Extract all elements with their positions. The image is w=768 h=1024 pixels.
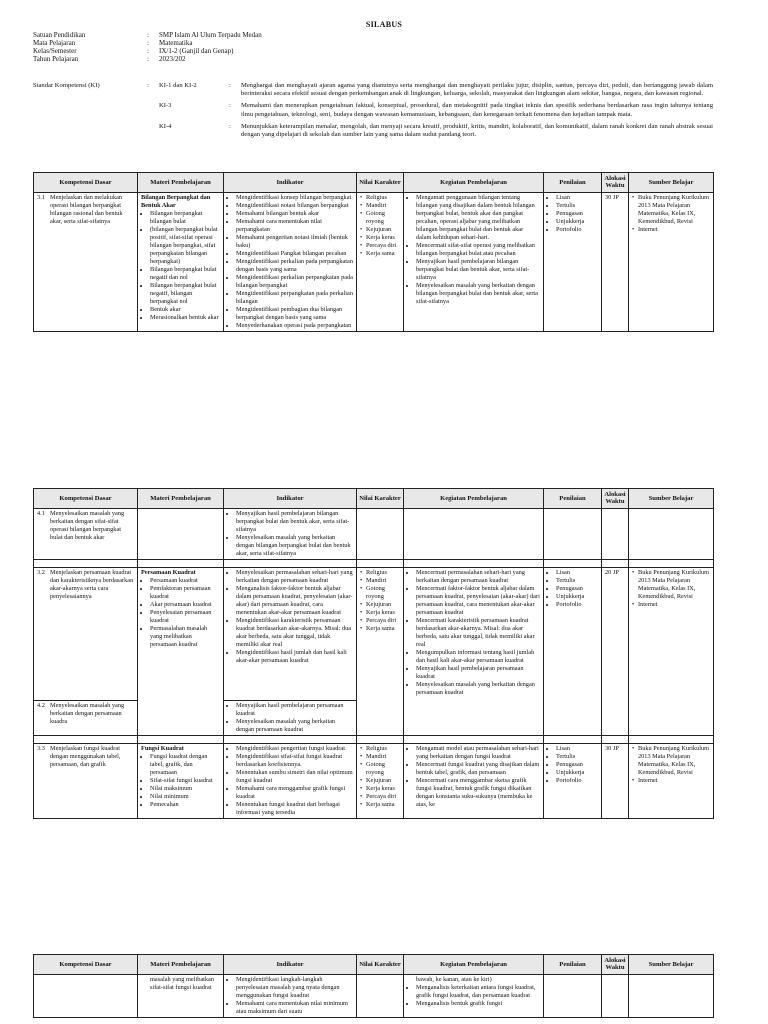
meta-value: 2023/202 — [159, 55, 186, 63]
list-item: • Mencermati fungsi kuadrat yang disajikan dalam bentuk tabel, grafik, dan persamaan — [416, 761, 540, 777]
materi-cell — [138, 974, 224, 1017]
list-item: • Kejujuran — [366, 601, 400, 609]
list-item: • Internet — [638, 226, 710, 234]
sumber-cell — [629, 743, 714, 818]
meta-row: Tahun Pelajaran : 2023/202 — [33, 55, 186, 63]
list-item: • Menyelesaikan masalah yang berkaitan dengan bilangan berpangkat bulat dan bentuk akar, serta sifat-sifatnya — [236, 534, 353, 558]
list-item: • Mengidentifikasi pengertian fungsi kuadrat — [236, 745, 353, 753]
list-item: • Fungsi kuadrat dengan tabel, grafik, dan persamaan — [150, 753, 220, 777]
list-item: • Menganalisis keterkaitan antara fungsi kuadrat, grafik fungsi kuadrat, dan persamaan kuadrat — [416, 984, 540, 1000]
list-item: • Unjukkerja — [556, 593, 598, 601]
table-row — [34, 974, 714, 1017]
list-item: • Bilangan berpangkat bulat negatif dan nol — [150, 266, 220, 282]
meta-label: Kelas/Semester — [33, 47, 77, 55]
list-item: • Portofolio — [556, 777, 598, 785]
list-item: • (bilangan berpangkat bulat positif, sifat-sifat operasi bilangan berpangkat, sifat perpangkatan bilangan berpangkat) — [150, 226, 220, 266]
karakter-cell — [357, 743, 404, 818]
list-item: • Kerja keras — [366, 609, 400, 617]
penilaian-cell — [544, 192, 602, 332]
list-item: • Penyelesaian persamaan kuadrat — [150, 609, 220, 625]
column-header: Penilaian — [544, 489, 602, 509]
materi-title: Fungsi Kuadrat — [141, 744, 184, 752]
ki-heading: Standar Kompetensi (KI) — [33, 82, 100, 89]
indikator-cell — [224, 508, 357, 559]
table-row — [34, 508, 714, 559]
meta-row: Mata Pelajaran : Matematika — [33, 39, 193, 47]
core-competence-block — [33, 82, 713, 143]
column-header: Alokasi Waktu — [602, 173, 629, 193]
meta-label: Satuan Pendidikan — [33, 31, 86, 39]
kd-cell — [34, 700, 138, 735]
table-header-row — [34, 955, 714, 975]
kd-cell — [34, 567, 138, 700]
list-item: • Gotong royong — [366, 210, 400, 226]
karakter-cell — [357, 567, 404, 735]
karakter-cell — [357, 192, 404, 332]
list-item: • Memahami bilangan bentuk akar — [236, 210, 353, 218]
column-header: Nilai Karakter — [357, 489, 404, 509]
list-item: • Mandiri — [366, 202, 400, 210]
ki-code: KI-3 — [159, 102, 172, 110]
list-item: • Bentuk akar — [150, 306, 220, 314]
list-item: • Lisan — [556, 745, 598, 753]
syllabus-table — [33, 954, 714, 1018]
list-item: • Unjukkerja — [556, 218, 598, 226]
kd-cell — [34, 743, 138, 818]
list-item: • Mengidentifikasi karakteristik persamaan kuadrat berdasarkan akar-akarnya. Misal: dua akar berbeda, satu akar tunggal, tidak memiliki akar real — [236, 617, 353, 649]
indikator-cell — [224, 743, 357, 818]
penilaian-cell — [544, 743, 602, 818]
indikator-cell — [224, 192, 357, 332]
list-item: • Menyelesaikan masalah yang berkaitan dengan persamaan kuadrat — [416, 681, 540, 697]
column-header: Nilai Karakter — [357, 955, 404, 975]
list-item: • Mengidentifikasi konsep bilangan berpangkat — [236, 194, 353, 202]
list-item: • Unjukkerja — [556, 769, 598, 777]
column-header: Penilaian — [544, 955, 602, 975]
list-item: • Mengidentifikasi sifat-sifat fungsi kuadrat berdasarkan koefisiennya. — [236, 753, 353, 769]
list-item: • Bilangan berpangkat bulat negatif, bilangan berpangkat nol — [150, 282, 220, 306]
column-header: Kompetensi Dasar — [34, 955, 138, 975]
syllabus-table — [33, 172, 714, 332]
list-item: • Kerja sama — [366, 250, 400, 258]
list-item: • Memahami cara menentukan nilai minimum atau maksimum dari suatu — [236, 1000, 353, 1016]
list-item: • Menyederhanakan operasi pada perpangkatan — [236, 322, 353, 330]
kd-number: 3.1 — [37, 193, 45, 201]
syllabus-table — [33, 488, 714, 819]
list-item: • Mengidentifikasi notasi bilangan berpangkat — [236, 202, 353, 210]
list-item: • Kejujuran — [366, 226, 400, 234]
kd-text: Menjelaskan dan melakukan operasi bilangan berpangkat bilangan rasional dan bentuk akar, serta sifat-sifatnya — [50, 193, 123, 225]
list-item: • Menyajikan hasil pembelajaran persamaan kuadrat — [236, 702, 353, 718]
list-item: • Mengidentifikasi langkah-langkah penyelesaian masalah yang nyata dengan menggunakan fungsi kuadrat — [236, 976, 353, 1000]
list-item: • Internet — [638, 601, 710, 609]
list-item: • Penugasan — [556, 761, 598, 769]
list-item: • Tertulis — [556, 202, 598, 210]
list-item: • Buku Penunjang Kurikulum 2013 Mata Pelajaran Matematika, Kelas IX, Kemendikbud, Revisi — [638, 194, 710, 226]
list-item: • Menentukan fungsi kuadrat dari berbagai informasi yang tersedia — [236, 801, 353, 817]
list-item: • Persamaan kuadrat — [150, 577, 220, 585]
list-item: • Mengidentifikasi perkalian perpangkatan pada bilangan berpangkat — [236, 274, 353, 290]
column-header: Materi Pembelajaran — [138, 173, 224, 193]
kegiatan-cell — [404, 567, 544, 735]
indikator-cell — [224, 700, 357, 735]
list-item: • Menganalisis faktor-faktor bentuk aljabar dalam persamaan kuadrat, penyelesaian (akar-akar) dari persamaan kuadrat, cara menentukan akar-akar persamaan kuadrat — [236, 585, 353, 617]
list-item: masalah yang melibatkan sifat-sifat fungsi kuadrat — [150, 975, 214, 991]
table-row — [34, 567, 714, 700]
meta-value: IX/1-2 (Ganjil dan Genap) — [159, 47, 234, 55]
list-item: • Menyajikan hasil pembelajaran bilangan berpangkat bulat dan bentuk akar, serta sifat-sifatnya — [416, 258, 540, 282]
list-item: • Menyelesaikan permasalahan sehari-hari yang berkaitan dengan persamaan kuadrat — [236, 569, 353, 585]
list-item: • Gotong royong — [366, 585, 400, 601]
list-item: • Kerja sama — [366, 801, 400, 809]
kd-number: 4.1 — [37, 509, 45, 517]
kd-text: Menyelesaikan masalah yang berkaitan dengan sifat-sifat operasi bilangan berpangkat bulat dan bentuk akar — [50, 509, 125, 541]
alokasi-cell: 30 JP — [602, 192, 629, 332]
list-item: • Tertulis — [556, 753, 598, 761]
list-item: • Memahami cara menggambar grafik fungsi kuadrat — [236, 785, 353, 801]
list-item: • Buku Penunjang Kurikulum 2013 Mata Pelajaran Matematika, Kelas IX, Kemendikbud, Revisi — [638, 569, 710, 601]
list-item: • Percaya diri — [366, 793, 400, 801]
column-header: Indikator — [224, 955, 357, 975]
list-item: • Menganalisis bentuk grafik fungsi — [416, 1000, 540, 1008]
column-header: Kompetensi Dasar — [34, 173, 138, 193]
list-item: • Pemecahan — [150, 801, 220, 809]
kd-text: Menjelaskan fungsi kuadrat dengan menggunakan tabel, persamaan, dan grafik — [50, 744, 121, 769]
list-item: • Menentukan sumbu simetri dan nilai optimum fungsi kuadrat — [236, 769, 353, 785]
sumber-cell — [629, 567, 714, 735]
ki-text: Menghargai dan menghayati ajaran agama yang dianutnya serta menghargai dan menghayati perilaku jujur, disiplin, santun, percaya diri, peduli, dan bertanggung jawab dalam berinteraksi secara efektif sesuai dengan perkembangan anak di lingkungan, keluarga, sekolah, masyarakat dan lingkungan alam sekitar, bangsa, negara, dan kawasan regional. — [241, 82, 713, 98]
column-header: Alokasi Waktu — [602, 489, 629, 509]
materi-title: Persamaan Kuadrat — [141, 568, 196, 576]
alokasi-cell: 20 JP — [602, 567, 629, 735]
list-item: • Mengamati penggunaan bilangan tentang bilangan yang disajikan dalam bentuk bilangan berpangkat bulat, bentuk akar dan pangkat pecahan, operasi aljabar yang melibatkan bilangan berpangkat bulat dan bentuk akar dalam kehidupan sehari-hari. — [416, 194, 540, 242]
column-header: Sumber Belajar — [629, 955, 714, 975]
list-item: • Nilai maksimum — [150, 785, 220, 793]
identity-block — [33, 31, 262, 63]
list-item: • Nilai minimum — [150, 793, 220, 801]
list-item: • Portofolio — [556, 226, 598, 234]
kd-cell — [34, 508, 138, 559]
list-item: • Kerja keras — [366, 234, 400, 242]
meta-label: Mata Pelajaran — [33, 39, 76, 47]
column-header: Penilaian — [544, 173, 602, 193]
list-item: • Permasalahan masalah yang melibatkan persamaan kuadrat — [150, 625, 220, 649]
list-item: • Mengamati model atau permasalahan sehari-hari yang berkaitan dengan fungsi kuadrat — [416, 745, 540, 761]
table-row — [34, 192, 714, 332]
meta-value: SMP Islam Al Ulum Terpadu Medan — [159, 31, 262, 39]
list-item: • Penugasan — [556, 585, 598, 593]
indikator-cell — [224, 974, 357, 1017]
meta-row: Satuan Pendidikan : SMP Islam Al Ulum Terpadu Medan — [33, 31, 262, 39]
list-item: • Kejujuran — [366, 777, 400, 785]
column-header: Materi Pembelajaran — [138, 955, 224, 975]
list-item: • Merasionalkan bentuk akar — [150, 314, 220, 322]
alokasi-cell: 30 JP — [602, 743, 629, 818]
list-item: • Religius — [366, 745, 400, 753]
kd-number: 3.2 — [37, 568, 45, 576]
list-item: • Mencermati permasalahan sehari-hari yang berkaitan dengan persamaan kuadrat — [416, 569, 540, 585]
list-item: • Menyelesaikan masalah yang berkaitan dengan persamaan kuadrat — [236, 718, 353, 734]
column-header: Sumber Belajar — [629, 173, 714, 193]
spacer-row — [34, 559, 714, 567]
materi-cell — [138, 192, 224, 332]
list-item: • Mengidentifikasi perpangkatan pada perkalian bilangan — [236, 290, 353, 306]
column-header: Alokasi Waktu — [602, 955, 629, 975]
list-item: • Percaya diri — [366, 617, 400, 625]
list-item: • Mencermati faktor-faktor bentuk aljabar dalam persamaan kuadrat, penyelesaian (akar-akar) dari persamaan kuadrat, cara menentukan akar-akar persamaan kuadrat — [416, 585, 540, 617]
column-header: Nilai Karakter — [357, 173, 404, 193]
table-header-row — [34, 173, 714, 193]
kegiatan-cell — [404, 974, 544, 1017]
list-item: • Menyajikan hasil pembelajaran bilangan berpangkat bulat dan bentuk akar, serta sifat-sifatnya — [236, 510, 353, 534]
list-item: • Mengidentifikasi hasil jumlah dan hasil kali akar-akar persamaan kuadrat — [236, 649, 353, 665]
list-item: • Mencermati cara menggambar sketsa grafik fungsi kuadrat, bentuk grafik fungsi dikaitkan dengan konstanta suku-sukunya (membuka ke atas, ke — [416, 777, 540, 809]
ki-text: Memahami dan menerapkan pengetahuan faktual, konseptual, prosedural, dan metakognitif pada tingkat teknis dan spesifik sederhana berdasarkan rasa ingin tahunya tentang ilmu pengetahuan, teknologi, seni, budaya dengan wawasan kemanusiaan, kebangsaan, dan kenegaraan terkait fenomena dan kejadian tampak mata. — [241, 102, 713, 118]
list-item: • Mandiri — [366, 577, 400, 585]
list-item: • Mengidentifikasi perkalian pada perpangkatan dengan basis yang sama — [236, 258, 353, 274]
list-item: • Buku Penunjang Kurikulum 2013 Mata Pelajaran Matematika, Kelas IX, Kemendikbud, Revisi — [638, 745, 710, 777]
ki-row: KI-3 : Memahami dan menerapkan pengetahuan faktual, konseptual, prosedural, dan metakognitif pada tingkat teknis dan spesifik sederhana berdasarkan rasa ingin tahunya tentang ilmu pengetahuan, teknologi, seni, budaya dengan wawasan kemanusiaan, kebangsaan, dan kenegaraan terkait fenomena dan kejadian tampak mata. — [159, 102, 713, 118]
kd-number: 3.3 — [37, 744, 45, 752]
list-item: • Mencermati sifat-sifat operasi yang melibatkan bilangan berpangkat bulat atau pecahan — [416, 242, 540, 258]
meta-value: Matematika — [159, 39, 193, 47]
kd-text: Menyelesaikan masalah yang berkaitan dengan persamaan kuadra — [50, 701, 125, 725]
materi-cell — [138, 567, 224, 735]
meta-label: Tahun Pelajaran — [33, 55, 79, 63]
sumber-cell — [629, 192, 714, 332]
list-item: • Sifat-sifat fungsi kuadrat — [150, 777, 220, 785]
column-header: Indikator — [224, 173, 357, 193]
list-item: • Mandiri — [366, 753, 400, 761]
spacer-row — [34, 735, 714, 743]
ki-row: Standar Kompetensi (KI) : KI-1 dan KI-2 : Menghargai dan menghayati ajaran agama yang dianutnya serta menghargai dan menghayati perilaku jujur, disiplin, santun, percaya diri, peduli, dan bertanggung jawab dalam berinteraksi secara efektif sesuai dengan perkembangan anak di lingkungan, keluarga, sekolah, masyarakat dan lingkungan alam sekitar, bangsa, negara, dan kawasan regional. — [33, 82, 713, 98]
list-item: • Mengidentifikasi Pangkat bilangan pecahan — [236, 250, 353, 258]
list-item: • Religius — [366, 194, 400, 202]
kd-number: 4.2 — [37, 701, 45, 709]
penilaian-cell — [544, 567, 602, 735]
list-item: • Pemfaktoran persamaan kuadrat — [150, 585, 220, 601]
list-item: • Kerja keras — [366, 785, 400, 793]
list-item: • Religius — [366, 569, 400, 577]
list-item: • Kerja sama — [366, 625, 400, 633]
list-item: • Menyelesaikan masalah yang berkaitan dengan bilangan berpangkat bulat dan bentuk akar, serta sifat-sifatnya — [416, 282, 540, 306]
list-item: • Lisan — [556, 194, 598, 202]
list-item: • Menyajikan hasil pembelajaran persamaan kuadrat — [416, 665, 540, 681]
column-header: Kompetensi Dasar — [34, 489, 138, 509]
table-header-row — [34, 489, 714, 509]
meta-row: Kelas/Semester : IX/1-2 (Ganjil dan Genap) — [33, 47, 234, 55]
kegiatan-cell — [404, 743, 544, 818]
list-item: • Internet — [638, 777, 710, 785]
list-item: bawah, ke kanan, atau ke kiri) — [416, 975, 492, 983]
list-item: • Penugasan — [556, 210, 598, 218]
list-item: • Percaya diri — [366, 242, 400, 250]
list-item: • Memahami pengertian notasi ilmiah (bentuk baku) — [236, 234, 353, 250]
table-row — [34, 743, 714, 818]
list-item: • Akar persamaan kuadrat — [150, 601, 220, 609]
kd-cell — [34, 192, 138, 332]
kegiatan-cell — [404, 192, 544, 332]
list-item: • Bilangan berpangkat bilangan bulat — [150, 210, 220, 226]
column-header: Materi Pembelajaran — [138, 489, 224, 509]
kd-text: Menjelaskan persamaan kuadrat dan karakteristiknya berdasarkan akar-akarnya serta cara penyelesaiannya — [50, 568, 134, 600]
column-header: Indikator — [224, 489, 357, 509]
column-header: Kegiatan Pembelajaran — [404, 955, 544, 975]
ki-text: Menunjukkan keterampilan menalar, mengolah, dan menyaji secara kreatif, produktif, kritis, mandiri, kolaboratif, dan komunikatif, dalam ranah konkret dan ranah abstrak sesuai dengan yang dipelajari di sekolah dan sumber lain yang sama dalam sudut pandang teori. — [241, 122, 713, 139]
column-header: Kegiatan Pembelajaran — [404, 173, 544, 193]
page-title: SILABUS — [365, 20, 403, 29]
ki-row: KI-4 : Menunjukkan keterampilan menalar, mengolah, dan menyaji secara kreatif, produktif, kritis, mandiri, kolaboratif, dan komunikatif, dalam ranah konkret dan ranah abstrak sesuai dengan yang dipelajari di sekolah dan sumber lain yang sama dalam sudut pandang teori. — [159, 122, 713, 139]
ki-code: KI-4 — [159, 122, 172, 130]
ki-code: KI-1 dan KI-2 — [159, 82, 197, 89]
list-item: • Mencermati karakteristik persamaan kuadrat berdasarkan akar-akarnya. Misal: dua akar berbeda, satu akar tunggal, tidak memiliki akar real — [416, 617, 540, 649]
column-header: Kegiatan Pembelajaran — [404, 489, 544, 509]
indikator-cell — [224, 567, 357, 700]
materi-cell — [138, 743, 224, 818]
list-item: • Portofolio — [556, 601, 598, 609]
list-item: • Mengidentifikasi pembagian dua bilangan berpangkat dengan basis yang sama — [236, 306, 353, 322]
materi-title: Bilangan Berpangkat dan Bentuk Akar — [141, 193, 211, 209]
list-item: • Lisan — [556, 569, 598, 577]
list-item: • Gotong royong — [366, 761, 400, 777]
list-item: • Memahami cara menentukan nilai perpangkatan — [236, 218, 353, 234]
column-header: Sumber Belajar — [629, 489, 714, 509]
list-item: • Mengumpulkan informasi tentang hasil jumlah dan hasil kali akar-akar persamaan kuadrat — [416, 649, 540, 665]
list-item: • Tertulis — [556, 577, 598, 585]
